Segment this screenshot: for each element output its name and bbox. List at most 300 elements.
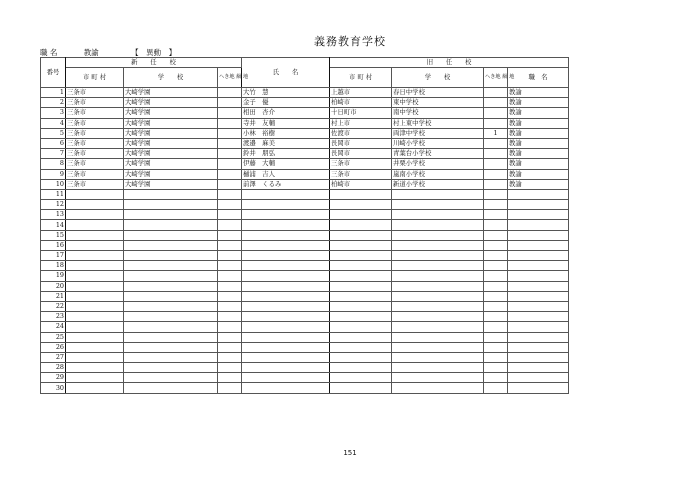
row-city — [66, 291, 124, 301]
header-old-school-col: 学 校 — [392, 68, 484, 88]
row-number: 15 — [41, 230, 66, 240]
row-number: 29 — [41, 373, 66, 383]
row-position — [508, 281, 569, 291]
row-school: 大崎学園 — [124, 118, 218, 128]
row-remote — [218, 383, 242, 393]
table-row — [41, 220, 569, 230]
row-name — [242, 251, 330, 261]
row-old-remote — [484, 261, 508, 271]
row-old-school — [392, 383, 484, 393]
row-old-remote — [484, 332, 508, 342]
row-number: 9 — [41, 169, 66, 179]
row-old-city — [330, 189, 392, 199]
row-city — [66, 332, 124, 342]
row-remote — [218, 322, 242, 332]
row-old-remote — [484, 352, 508, 362]
row-remote — [218, 179, 242, 189]
row-remote — [218, 240, 242, 250]
header-old-school: 旧 任 校 — [330, 58, 569, 68]
row-school — [124, 200, 218, 210]
row-old-school — [392, 322, 484, 332]
table-row — [41, 383, 569, 393]
row-remote — [218, 281, 242, 291]
row-old-city: 上越市 — [330, 88, 392, 98]
row-old-school — [392, 312, 484, 322]
row-old-school — [392, 332, 484, 342]
row-old-remote — [484, 200, 508, 210]
table-row — [41, 149, 569, 159]
row-number: 17 — [41, 251, 66, 261]
row-position — [508, 271, 569, 281]
row-position — [508, 373, 569, 383]
row-school: 大崎学園 — [124, 128, 218, 138]
row-old-remote — [484, 363, 508, 373]
transfer-table — [40, 57, 569, 394]
row-number: 13 — [41, 210, 66, 220]
row-name — [242, 312, 330, 322]
row-school — [124, 363, 218, 373]
row-old-city — [330, 342, 392, 352]
row-old-city — [330, 200, 392, 210]
row-school: 大崎学園 — [124, 159, 218, 169]
row-old-city — [330, 230, 392, 240]
row-school — [124, 342, 218, 352]
row-position — [508, 240, 569, 250]
row-old-remote — [484, 251, 508, 261]
row-name — [242, 342, 330, 352]
row-remote — [218, 108, 242, 118]
row-name: 伊藤 大輔 — [242, 159, 330, 169]
row-old-city — [330, 322, 392, 332]
row-school — [124, 281, 218, 291]
row-city: 三条市 — [66, 98, 124, 108]
row-number: 30 — [41, 383, 66, 393]
row-remote — [218, 210, 242, 220]
row-city — [66, 271, 124, 281]
row-city — [66, 312, 124, 322]
row-old-city — [330, 373, 392, 383]
row-city — [66, 352, 124, 362]
row-old-remote — [484, 281, 508, 291]
row-old-city — [330, 240, 392, 250]
row-position: 教諭 — [508, 98, 569, 108]
row-city — [66, 322, 124, 332]
row-school: 大崎学園 — [124, 179, 218, 189]
row-number: 28 — [41, 363, 66, 373]
row-old-remote — [484, 108, 508, 118]
row-city: 三条市 — [66, 88, 124, 98]
row-position — [508, 363, 569, 373]
row-city — [66, 230, 124, 240]
row-remote — [218, 159, 242, 169]
row-city: 三条市 — [66, 159, 124, 169]
row-name: 小林 裕樹 — [242, 128, 330, 138]
row-old-remote — [484, 149, 508, 159]
row-name — [242, 240, 330, 250]
row-remote — [218, 98, 242, 108]
table-row — [41, 88, 569, 98]
row-number: 8 — [41, 159, 66, 169]
row-position — [508, 291, 569, 301]
table-row — [41, 240, 569, 250]
row-number: 21 — [41, 291, 66, 301]
row-old-remote — [484, 342, 508, 352]
row-number: 16 — [41, 240, 66, 250]
page-title: 義務教育学校 — [314, 35, 386, 48]
row-old-school: 春日中学校 — [392, 88, 484, 98]
row-name: 前澤 くるみ — [242, 179, 330, 189]
row-number: 5 — [41, 128, 66, 138]
row-number: 19 — [41, 271, 66, 281]
row-remote — [218, 88, 242, 98]
row-position: 教諭 — [508, 179, 569, 189]
row-school — [124, 251, 218, 261]
row-number: 27 — [41, 352, 66, 362]
row-name — [242, 261, 330, 271]
row-school: 大崎学園 — [124, 108, 218, 118]
row-city: 三条市 — [66, 128, 124, 138]
row-remote — [218, 169, 242, 179]
row-old-city: 村上市 — [330, 118, 392, 128]
position-label: 職 名 — [40, 48, 58, 57]
row-school — [124, 373, 218, 383]
table-row — [41, 179, 569, 189]
row-position: 教諭 — [508, 149, 569, 159]
header-new-school: 新 任 校 — [66, 58, 242, 68]
row-old-remote — [484, 373, 508, 383]
row-name: 寺井 友輔 — [242, 118, 330, 128]
row-city — [66, 383, 124, 393]
row-name — [242, 332, 330, 342]
row-old-city — [330, 383, 392, 393]
table-row — [41, 281, 569, 291]
row-city — [66, 189, 124, 199]
row-school — [124, 352, 218, 362]
row-number: 14 — [41, 220, 66, 230]
row-remote — [218, 118, 242, 128]
row-city — [66, 301, 124, 311]
row-old-remote — [484, 98, 508, 108]
row-number: 1 — [41, 88, 66, 98]
row-city: 三条市 — [66, 108, 124, 118]
row-number: 3 — [41, 108, 66, 118]
row-old-remote — [484, 271, 508, 281]
row-number: 23 — [41, 312, 66, 322]
row-old-city — [330, 363, 392, 373]
row-school — [124, 322, 218, 332]
row-old-school: 青葉台小学校 — [392, 149, 484, 159]
row-number: 2 — [41, 98, 66, 108]
row-remote — [218, 149, 242, 159]
table-row — [41, 291, 569, 301]
row-city — [66, 251, 124, 261]
row-remote — [218, 251, 242, 261]
row-position — [508, 210, 569, 220]
row-name — [242, 291, 330, 301]
table-row — [41, 251, 569, 261]
row-old-school — [392, 189, 484, 199]
header-city: 市 町 村 — [66, 68, 124, 88]
row-remote — [218, 138, 242, 148]
row-old-school — [392, 291, 484, 301]
table-row — [41, 363, 569, 373]
table-row — [41, 98, 569, 108]
row-old-city: 長岡市 — [330, 138, 392, 148]
row-position: 教諭 — [508, 128, 569, 138]
row-old-city — [330, 291, 392, 301]
row-old-city — [330, 301, 392, 311]
row-old-school — [392, 240, 484, 250]
row-position: 教諭 — [508, 118, 569, 128]
row-old-city: 三条市 — [330, 169, 392, 179]
row-school — [124, 301, 218, 311]
row-school — [124, 271, 218, 281]
row-old-city — [330, 220, 392, 230]
row-old-remote — [484, 159, 508, 169]
row-old-city: 柏崎市 — [330, 98, 392, 108]
row-old-school — [392, 210, 484, 220]
row-name — [242, 210, 330, 220]
row-position — [508, 312, 569, 322]
row-old-school: 新道小学校 — [392, 179, 484, 189]
row-old-school: 両津中学校 — [392, 128, 484, 138]
row-old-city: 柏崎市 — [330, 179, 392, 189]
row-number: 25 — [41, 332, 66, 342]
row-remote — [218, 301, 242, 311]
row-old-remote — [484, 189, 508, 199]
table-row — [41, 169, 569, 179]
row-old-city — [330, 261, 392, 271]
row-old-city — [330, 210, 392, 220]
row-name: 相田 杏介 — [242, 108, 330, 118]
row-position — [508, 230, 569, 240]
table-row — [41, 230, 569, 240]
row-old-remote — [484, 179, 508, 189]
row-old-city: 十日町市 — [330, 108, 392, 118]
header-old-remote: へき地 級 地 — [484, 68, 508, 88]
row-city: 三条市 — [66, 179, 124, 189]
row-remote — [218, 189, 242, 199]
row-name — [242, 352, 330, 362]
row-name: 鈴井 朋弘 — [242, 149, 330, 159]
row-old-remote — [484, 88, 508, 98]
page-number: 151 — [343, 449, 357, 457]
row-city: 三条市 — [66, 149, 124, 159]
row-position — [508, 251, 569, 261]
table-row — [41, 189, 569, 199]
row-old-school: 井栗小学校 — [392, 159, 484, 169]
table-row — [41, 312, 569, 322]
table-row — [41, 210, 569, 220]
row-old-school: 川崎小学校 — [392, 138, 484, 148]
row-city — [66, 363, 124, 373]
row-number: 20 — [41, 281, 66, 291]
row-old-remote — [484, 210, 508, 220]
row-number: 18 — [41, 261, 66, 271]
row-remote — [218, 128, 242, 138]
row-number: 24 — [41, 322, 66, 332]
table-row — [41, 261, 569, 271]
row-old-school — [392, 271, 484, 281]
row-remote — [218, 261, 242, 271]
row-school: 大崎学園 — [124, 149, 218, 159]
row-school — [124, 240, 218, 250]
row-city — [66, 200, 124, 210]
row-remote — [218, 332, 242, 342]
row-city: 三条市 — [66, 169, 124, 179]
row-city — [66, 220, 124, 230]
row-school: 大崎学園 — [124, 138, 218, 148]
row-old-school — [392, 261, 484, 271]
row-position — [508, 301, 569, 311]
row-remote — [218, 291, 242, 301]
row-remote — [218, 312, 242, 322]
row-old-remote — [484, 322, 508, 332]
row-old-city — [330, 251, 392, 261]
row-name: 金子 優 — [242, 98, 330, 108]
header-school: 学 校 — [124, 68, 218, 88]
row-old-school — [392, 301, 484, 311]
row-old-remote — [484, 230, 508, 240]
row-old-school — [392, 200, 484, 210]
position-value: 教諭 — [83, 48, 99, 57]
row-number: 11 — [41, 189, 66, 199]
row-school: 大崎学園 — [124, 169, 218, 179]
row-number: 22 — [41, 301, 66, 311]
row-position: 教諭 — [508, 138, 569, 148]
row-position: 教諭 — [508, 88, 569, 98]
row-school — [124, 332, 218, 342]
table-row — [41, 118, 569, 128]
row-school — [124, 291, 218, 301]
row-remote — [218, 271, 242, 281]
row-city: 三条市 — [66, 138, 124, 148]
row-old-city — [330, 352, 392, 362]
row-school — [124, 261, 218, 271]
row-old-remote: 1 — [484, 128, 508, 138]
row-old-city — [330, 312, 392, 322]
row-school: 大崎学園 — [124, 98, 218, 108]
row-remote — [218, 200, 242, 210]
table-row — [41, 342, 569, 352]
row-name — [242, 189, 330, 199]
row-old-city: 三条市 — [330, 159, 392, 169]
row-old-city: 長岡市 — [330, 149, 392, 159]
row-name — [242, 383, 330, 393]
row-remote — [218, 230, 242, 240]
header-number: 番号 — [41, 58, 66, 88]
row-old-school: 村上東中学校 — [392, 118, 484, 128]
row-school — [124, 312, 218, 322]
row-city: 三条市 — [66, 118, 124, 128]
row-old-remote — [484, 169, 508, 179]
table-row — [41, 352, 569, 362]
row-name — [242, 281, 330, 291]
row-name — [242, 301, 330, 311]
table-row — [41, 108, 569, 118]
row-remote — [218, 352, 242, 362]
row-city — [66, 373, 124, 383]
table-row — [41, 373, 569, 383]
header-position: 職 名 — [508, 68, 569, 88]
row-position: 教諭 — [508, 108, 569, 118]
row-old-school — [392, 352, 484, 362]
row-position — [508, 332, 569, 342]
row-old-remote — [484, 220, 508, 230]
row-name: 渡邉 麻美 — [242, 138, 330, 148]
row-position: 教諭 — [508, 159, 569, 169]
header-remote: へき地 級 地 — [218, 68, 242, 88]
row-old-school — [392, 281, 484, 291]
row-city — [66, 342, 124, 352]
row-number: 4 — [41, 118, 66, 128]
row-old-school — [392, 220, 484, 230]
row-name — [242, 220, 330, 230]
row-name — [242, 271, 330, 281]
row-old-remote — [484, 138, 508, 148]
row-remote — [218, 363, 242, 373]
row-position — [508, 261, 569, 271]
row-old-remote — [484, 118, 508, 128]
row-remote — [218, 220, 242, 230]
row-number: 6 — [41, 138, 66, 148]
table-row — [41, 271, 569, 281]
row-old-city — [330, 332, 392, 342]
row-old-school: 東中学校 — [392, 98, 484, 108]
row-city — [66, 240, 124, 250]
row-remote — [218, 342, 242, 352]
row-position — [508, 383, 569, 393]
row-school — [124, 220, 218, 230]
category-label: 【 異動 】 — [131, 48, 177, 57]
row-position — [508, 200, 569, 210]
header-old-city: 市 町 村 — [330, 68, 392, 88]
row-position — [508, 342, 569, 352]
row-old-school — [392, 342, 484, 352]
row-position: 教諭 — [508, 169, 569, 179]
table-row — [41, 301, 569, 311]
row-old-city — [330, 271, 392, 281]
row-old-school — [392, 230, 484, 240]
row-old-remote — [484, 301, 508, 311]
row-school — [124, 189, 218, 199]
row-number: 12 — [41, 200, 66, 210]
row-name — [242, 373, 330, 383]
table-row — [41, 332, 569, 342]
row-name: 樋浦 吉人 — [242, 169, 330, 179]
row-position — [508, 322, 569, 332]
row-number: 10 — [41, 179, 66, 189]
row-number: 7 — [41, 149, 66, 159]
table-row — [41, 128, 569, 138]
header-name: 氏 名 — [242, 58, 330, 88]
row-city — [66, 281, 124, 291]
row-old-school — [392, 251, 484, 261]
row-old-school: 南中学校 — [392, 108, 484, 118]
row-remote — [218, 373, 242, 383]
row-old-remote — [484, 383, 508, 393]
row-old-city: 佐渡市 — [330, 128, 392, 138]
row-position — [508, 352, 569, 362]
row-old-school — [392, 373, 484, 383]
table-row — [41, 200, 569, 210]
row-school — [124, 230, 218, 240]
row-position — [508, 189, 569, 199]
row-city — [66, 261, 124, 271]
table-row — [41, 159, 569, 169]
row-name: 大竹 慧 — [242, 88, 330, 98]
row-name — [242, 322, 330, 332]
